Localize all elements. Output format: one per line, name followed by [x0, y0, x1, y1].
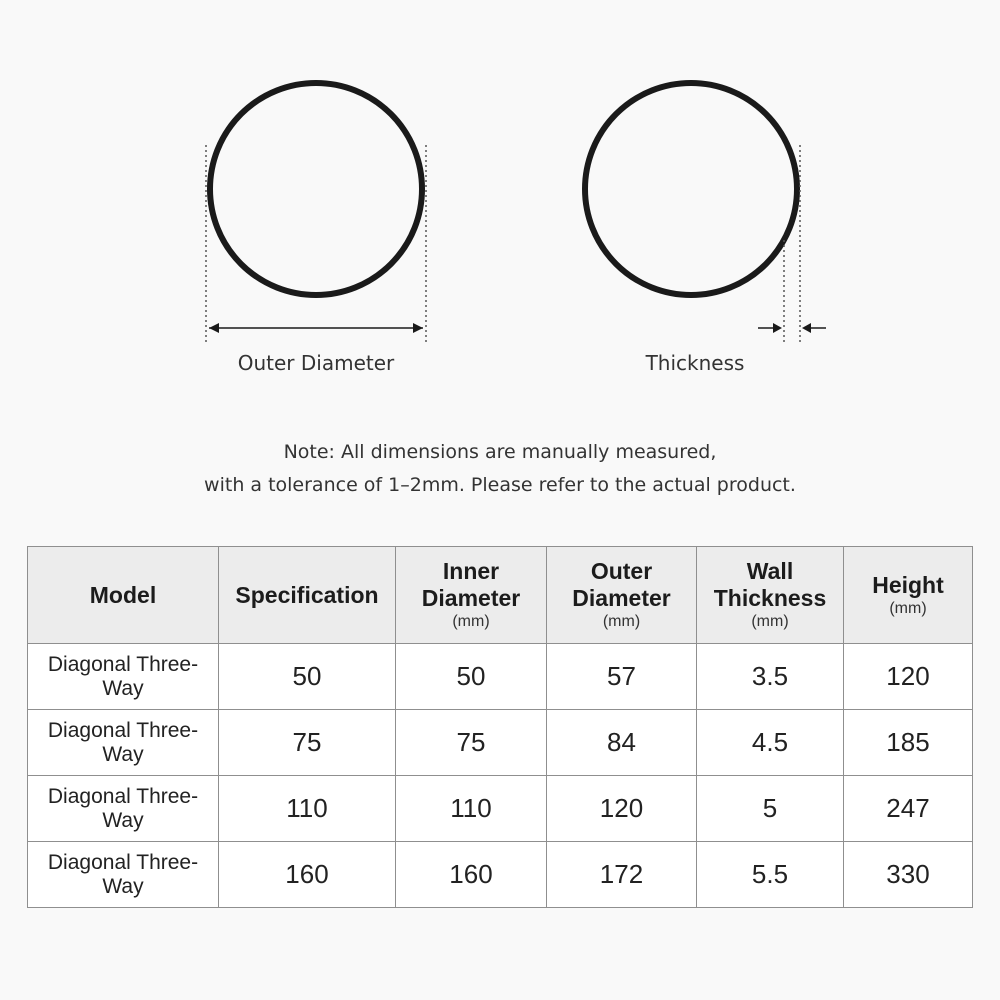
cell-model: Diagonal Three-Way — [28, 710, 219, 776]
header-label: Inner Diameter — [421, 558, 521, 611]
header-inner-diameter — [396, 547, 547, 644]
header-unit: (mm) — [751, 613, 789, 630]
cell-wall-thickness: 4.5 — [697, 710, 844, 776]
thickness-label: Thickness — [645, 351, 745, 375]
outer-diameter-label: Outer Diameter — [237, 351, 395, 375]
header-label: Model — [89, 581, 157, 608]
outer-diameter-ring — [210, 83, 422, 295]
cell-outer-diameter: 120 — [547, 776, 697, 842]
spec-table — [27, 546, 973, 908]
table-row — [28, 710, 973, 776]
cell-height: 120 — [844, 644, 973, 710]
header-label: Specification — [235, 581, 379, 608]
table-row — [28, 842, 973, 908]
cell-height: 247 — [844, 776, 973, 842]
cell-inner-diameter: 110 — [396, 776, 547, 842]
cell-inner-diameter: 50 — [396, 644, 547, 710]
cell-specification: 110 — [219, 776, 396, 842]
cell-model: Diagonal Three-Way — [28, 776, 219, 842]
header-wall-thickness — [697, 547, 844, 644]
header-label: Wall Thickness — [713, 558, 827, 611]
outer-diameter-arrow-left-head — [209, 323, 219, 333]
cell-height: 185 — [844, 710, 973, 776]
header-specification — [219, 547, 396, 644]
thickness-arrow-left-head — [773, 323, 782, 333]
header-height — [844, 547, 973, 644]
measurement-note — [0, 436, 1000, 502]
header-label: Outer Diameter — [572, 558, 671, 611]
header-outer-diameter — [547, 547, 697, 644]
thickness-ring — [585, 83, 797, 295]
cell-wall-thickness: 3.5 — [697, 644, 844, 710]
cell-model: Diagonal Three-Way — [28, 842, 219, 908]
header-model — [28, 547, 219, 644]
thickness-arrow-right-head — [802, 323, 811, 333]
cell-wall-thickness: 5.5 — [697, 842, 844, 908]
table-header-row — [28, 547, 973, 644]
cell-outer-diameter: 84 — [547, 710, 697, 776]
cell-specification: 50 — [219, 644, 396, 710]
table-row — [28, 644, 973, 710]
header-unit: (mm) — [452, 613, 490, 630]
cell-height: 330 — [844, 842, 973, 908]
table-row — [28, 776, 973, 842]
header-label: Height — [872, 571, 944, 598]
cell-outer-diameter: 57 — [547, 644, 697, 710]
cell-inner-diameter: 75 — [396, 710, 547, 776]
cell-wall-thickness: 5 — [697, 776, 844, 842]
cell-outer-diameter: 172 — [547, 842, 697, 908]
cell-inner-diameter: 160 — [396, 842, 547, 908]
note-line-2: with a tolerance of 1–2mm. Please refer to the actual product. — [204, 474, 796, 496]
header-unit: (mm) — [889, 599, 927, 617]
cell-model: Diagonal Three-Way — [28, 644, 219, 710]
note-line-1: Note: All dimensions are manually measured, — [283, 441, 717, 463]
cell-specification: 160 — [219, 842, 396, 908]
ring-diagram — [0, 0, 1000, 420]
header-unit: (mm) — [602, 613, 641, 630]
cell-specification: 75 — [219, 710, 396, 776]
outer-diameter-arrow-right-head — [413, 323, 423, 333]
